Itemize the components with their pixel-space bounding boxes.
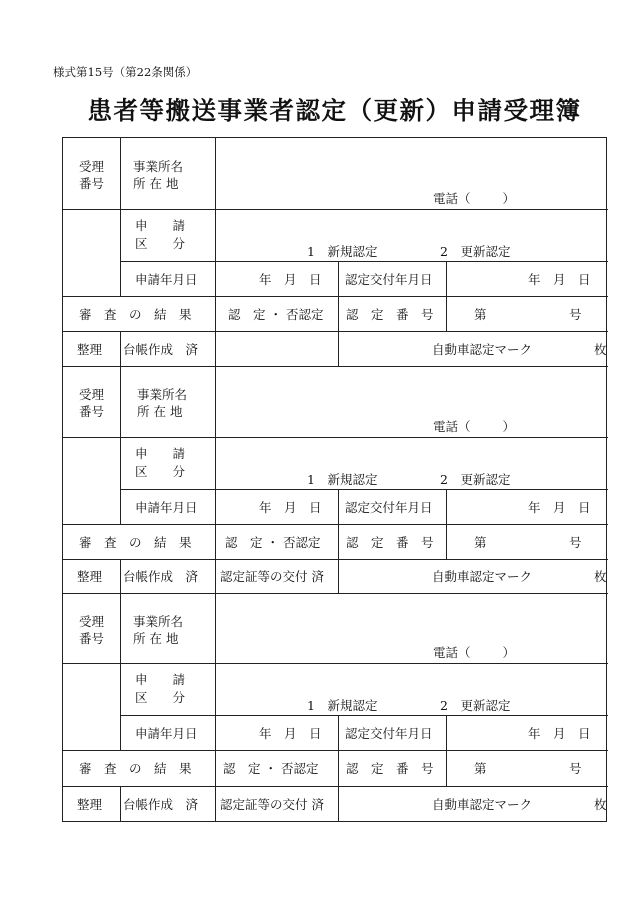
page-title: 患者等搬送事業者認定（更新）申請受理簿 [87,96,582,125]
receipt-label: 受理 [79,387,105,402]
phone-field[interactable] [433,191,515,207]
ledger-done-label: 台帳作成 済 [123,797,199,812]
cert-number-label: 認 定 番 号 [346,307,434,322]
office-address-label: 所 在 地 [133,176,179,191]
application-date-label: 申請年月日 [135,272,198,287]
application-type-label: 申 請 [135,446,186,461]
record-block-3 [63,593,606,822]
certified-date-field[interactable]: 年 月 日 [528,272,591,287]
vehicle-mark-label: 自動車認定マーク [432,797,533,812]
receipt-label: 番号 [79,176,105,191]
ledger-done-label: 台帳作成 済 [123,569,199,584]
cert-number-dai: 第 [474,761,487,776]
office-address-label: 所 在 地 [133,631,179,646]
option-new[interactable]: 1 新規認定 [307,244,378,259]
option-new[interactable]: 1 新規認定 [307,698,378,713]
certified-date-field[interactable]: 年 月 日 [528,726,591,741]
cert-number-dai: 第 [474,307,487,322]
office-address-label: 所 在 地 [137,404,183,419]
vehicle-mark-label: 自動車認定マーク [432,342,533,357]
office-name-label: 事業所名 [133,614,184,629]
receipt-label: 受理 [79,159,105,174]
phone-prefix: 電話（ [433,645,471,660]
application-date-field[interactable]: 年 月 日 [259,272,322,287]
phone-field[interactable] [433,419,515,435]
record-block-2 [63,366,606,594]
application-type-label: 申 請 [135,672,186,687]
application-date-field[interactable]: 年 月 日 [259,726,322,741]
certified-date-field[interactable]: 年 月 日 [528,500,591,515]
approve-deny-field[interactable]: 認 定 ・ 否認定 [225,535,321,550]
cert-number-gou: 号 [569,761,582,776]
application-type-label: 区 分 [135,464,186,479]
receipt-label: 番号 [79,404,105,419]
ledger-done-label: 台帳作成 済 [123,342,199,357]
certified-date-label: 認定交付年月日 [345,500,433,515]
cert-number-label: 認 定 番 号 [346,761,434,776]
phone-prefix: 電話（ [433,191,471,206]
certified-date-label: 認定交付年月日 [345,272,433,287]
mai-label: 枚 [594,797,607,812]
cert-number-label: 認 定 番 号 [346,535,434,550]
application-type-label: 区 分 [135,236,186,251]
phone-suffix: ） [502,419,516,434]
phone-field[interactable] [433,645,515,661]
review-result-label: 審 査 の 結 果 [79,535,192,550]
mai-label: 枚 [594,342,607,357]
review-result-label: 審 査 の 結 果 [79,307,192,322]
application-type-label: 申 請 [135,218,186,233]
phone-suffix: ） [502,191,516,206]
cert-issued-label: 認定証等の交付 済 [220,569,324,584]
office-name-label: 事業所名 [137,387,188,402]
seiri-label: 整理 [77,797,103,812]
application-date-label: 申請年月日 [135,500,198,515]
option-renew[interactable]: 2 更新認定 [440,244,511,259]
register-table [62,137,607,822]
mai-label: 枚 [594,569,607,584]
certified-date-label: 認定交付年月日 [345,726,433,741]
cert-issued-label: 認定証等の交付 済 [220,797,324,812]
seiri-label: 整理 [77,342,103,357]
office-name-label: 事業所名 [133,159,184,174]
option-new[interactable]: 1 新規認定 [307,472,378,487]
option-renew[interactable]: 2 更新認定 [440,698,511,713]
cert-number-dai: 第 [474,535,487,550]
receipt-label: 受理 [79,614,105,629]
phone-prefix: 電話（ [433,419,471,434]
seiri-label: 整理 [77,569,103,584]
option-renew[interactable]: 2 更新認定 [440,472,511,487]
receipt-label: 番号 [79,631,105,646]
approve-deny-field[interactable]: 認 定 ・ 否認定 [228,307,324,322]
vehicle-mark-label: 自動車認定マーク [432,569,533,584]
cert-number-gou: 号 [569,535,582,550]
form-number: 様式第15号（第22条関係） [53,65,198,79]
application-date-field[interactable]: 年 月 日 [259,500,322,515]
application-type-label: 区 分 [135,690,186,705]
approve-deny-field[interactable]: 認 定 ・ 否認定 [223,761,319,776]
phone-suffix: ） [502,645,516,660]
cert-number-gou: 号 [569,307,582,322]
review-result-label: 審 査 の 結 果 [79,761,192,776]
record-block-1 [63,138,606,367]
application-date-label: 申請年月日 [135,726,198,741]
